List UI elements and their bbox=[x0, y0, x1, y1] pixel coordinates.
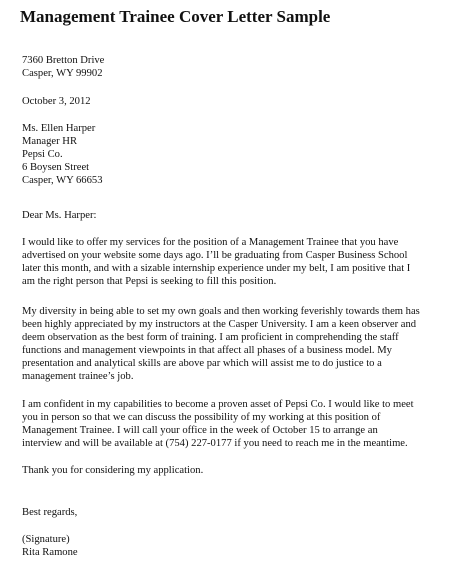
recipient-street: 6 Boysen Street bbox=[22, 162, 90, 173]
recipient-address bbox=[22, 122, 103, 187]
paragraph-4 bbox=[22, 464, 203, 477]
sender-city-state-zip: Casper, WY 99902 bbox=[22, 68, 103, 79]
sender-address bbox=[22, 54, 104, 80]
paragraph-line: deem observation as the best form of training. I am proficient in comprehending the staff bbox=[22, 332, 399, 343]
signer-name: Rita Ramone bbox=[22, 547, 78, 558]
recipient-company: Pepsi Co. bbox=[22, 149, 63, 160]
page-title: Management Trainee Cover Letter Sample bbox=[20, 7, 331, 26]
paragraph-line: My diversity in being able to set my own goals and then working feverishly towards them has bbox=[22, 306, 420, 317]
paragraph-line: presentation and analytical skills are above par which will assist me to do justice to a bbox=[22, 358, 382, 369]
paragraph-3 bbox=[22, 398, 414, 450]
salutation: Dear Ms. Harper: bbox=[22, 210, 97, 221]
sender-street: 7360 Bretton Drive bbox=[22, 55, 105, 66]
signature-block bbox=[22, 533, 78, 559]
recipient-name: Ms. Ellen Harper bbox=[22, 123, 96, 134]
paragraph-line: am the right person that Pepsi is seeking to fill this position. bbox=[22, 276, 277, 287]
paragraph-line: advertised on your website some days ago. I’ll be graduating from Casper Business School bbox=[22, 250, 408, 261]
closing: Best regards, bbox=[22, 507, 78, 518]
paragraph-line: I am confident in my capabilities to become a proven asset of Pepsi Co. I would like to meet bbox=[22, 399, 414, 410]
paragraph-line: interview and will be available at (754) 227-0177 if you need to reach me in the meantime. bbox=[22, 438, 408, 449]
paragraph-2 bbox=[22, 305, 420, 383]
recipient-city-state-zip: Casper, WY 66653 bbox=[22, 175, 103, 186]
paragraph-line: you in person so that we can discuss the possibility of my working at this position of bbox=[22, 412, 381, 423]
paragraph-line: later this month, and with a sizable internship experience under my belt, I am positive that I bbox=[22, 263, 411, 274]
paragraph-1 bbox=[22, 236, 410, 288]
paragraph-line: I would like to offer my services for the position of a Management Trainee that you have bbox=[22, 237, 399, 248]
paragraph-line: management trainee’s job. bbox=[22, 371, 134, 382]
paragraph-line: Thank you for considering my application. bbox=[22, 465, 204, 476]
paragraph-line: been highly appreciated by my instructors at the Casper University. I am a keen observer and bbox=[22, 319, 417, 330]
letter-date: October 3, 2012 bbox=[22, 96, 91, 107]
paragraph-line: Management Trainee. I will call your office in the week of October 15 to arrange an bbox=[22, 425, 378, 436]
recipient-title: Manager HR bbox=[22, 136, 78, 147]
paragraph-line: functions and management viewpoints in that affect all phases of a business model. My bbox=[22, 345, 392, 356]
signature-placeholder: (Signature) bbox=[22, 534, 70, 545]
